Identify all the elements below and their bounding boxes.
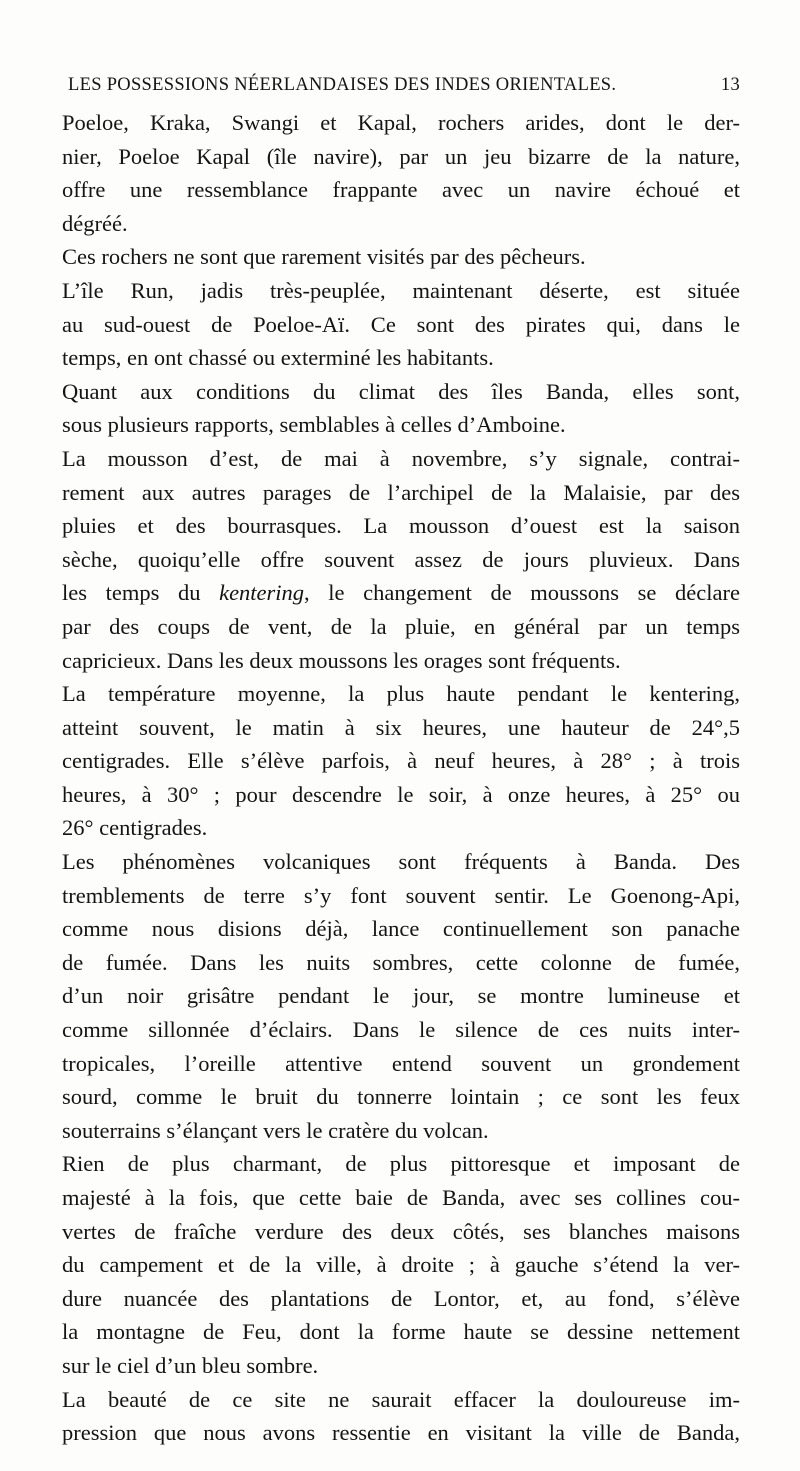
- page-number: 13: [720, 74, 740, 95]
- text-line: [62, 341, 740, 375]
- text-line-content: sur le ciel d’un bleu sombre.: [62, 1352, 319, 1378]
- text-line-content: Poeloe, Kraka, Swangi et Kapal, rochers arides, dont le der-: [62, 110, 740, 135]
- text-line-content: centigrades. Elle s’élève parfois, à neuf heures, à 28° ; à trois: [62, 748, 740, 774]
- text-line-content: du campement et de la ville, à droite ; à gauche s’étend la ver-: [62, 1252, 740, 1278]
- text-line-content: nier, Poeloe Kapal (île navire), par un jeu bizarre de la nature,: [62, 143, 740, 169]
- text-line-content: sous plusieurs rapports, semblables à celles d’Amboine.: [62, 412, 566, 438]
- text-line: [62, 1282, 740, 1316]
- text-line: [62, 509, 740, 543]
- text-line-content: heures, à 30° ; pour descendre le soir, à onze heures, à 25° ou: [62, 781, 740, 807]
- text-line: [62, 1181, 740, 1215]
- text-line: [62, 375, 740, 409]
- text-line-content: rement aux autres parages de l’archipel de la Malaisie, par des: [62, 479, 740, 505]
- text-line: [62, 1047, 740, 1081]
- text-line: [62, 1248, 740, 1282]
- text-line: [62, 711, 740, 745]
- text-line: [62, 879, 740, 913]
- page-header: [68, 70, 740, 100]
- text-line-content: de fumée. Dans les nuits sombres, cette colonne de fumée,: [62, 949, 740, 975]
- text-line-content: temps, en ont chassé ou exterminé les habitants.: [62, 345, 494, 371]
- text-line: [62, 1416, 740, 1450]
- text-line: [62, 1383, 740, 1417]
- text-line: [62, 576, 740, 610]
- text-line-content: dure nuancée des plantations de Lontor, et, au fond, s’élève: [62, 1285, 740, 1311]
- text-line: [62, 543, 740, 577]
- text-line: [62, 946, 740, 980]
- text-line-content: Les phénomènes volcaniques sont fréquents à Banda. Des: [62, 849, 740, 875]
- text-line: [62, 677, 740, 711]
- text-line: [62, 1080, 740, 1114]
- text-line-content: les temps du: [62, 580, 220, 606]
- text-line: [62, 610, 740, 644]
- body-text: [62, 106, 740, 1450]
- text-line-content: Rien de plus charmant, de plus pittoresque et imposant de: [62, 1151, 740, 1177]
- text-line-content: Quant aux conditions du climat des îles Banda, elles sont,: [62, 378, 740, 404]
- text-line-continuation: , le changement de moussons se déclare: [304, 580, 740, 606]
- text-line: [62, 442, 740, 476]
- text-line-content: la montagne de Feu, dont la forme haute se dessine nettement: [62, 1319, 740, 1345]
- text-line: [62, 207, 740, 241]
- italic-term: kentering: [219, 580, 305, 606]
- text-line-content: offre une ressemblance frappante avec un navire échoué et: [62, 177, 740, 203]
- text-line: [62, 308, 740, 342]
- text-line: [62, 744, 740, 778]
- text-line: [62, 1215, 740, 1249]
- text-line: [62, 1315, 740, 1349]
- text-line-content: capricieux. Dans les deux moussons les orages sont fréquents.: [62, 647, 621, 673]
- text-line-content: dégréé.: [62, 210, 128, 236]
- text-line-content: par des coups de vent, de la pluie, en général par un temps: [62, 613, 740, 639]
- text-line: [62, 1349, 740, 1383]
- text-line-content: d’un noir grisâtre pendant le jour, se montre lumineuse et: [62, 983, 740, 1009]
- text-line: [62, 240, 740, 274]
- text-line-content: comme nous disions déjà, lance continuellement son panache: [62, 916, 740, 942]
- text-line: [62, 1147, 740, 1181]
- text-line-content: souterrains s’élançant vers le cratère du volcan.: [62, 1117, 489, 1143]
- text-line-content: La beauté de ce site ne saurait effacer la douloureuse im-: [62, 1386, 740, 1412]
- text-line-content: pluies et des bourrasques. La mousson d’ouest est la saison: [62, 513, 740, 539]
- text-line: [62, 912, 740, 946]
- text-line: [62, 979, 740, 1013]
- text-line: [62, 811, 740, 845]
- text-line: [62, 845, 740, 879]
- text-line-content: majesté à la fois, que cette baie de Banda, avec ses collines cou-: [62, 1185, 740, 1210]
- text-line-content: vertes de fraîche verdure des deux côtés, ses blanches maisons: [62, 1218, 740, 1244]
- text-line: [62, 778, 740, 812]
- text-line: [62, 1013, 740, 1047]
- text-line-content: au sud-ouest de Poeloe-Aï. Ce sont des pirates qui, dans le: [62, 311, 740, 337]
- text-line: [62, 140, 740, 174]
- text-line-content: L’île Run, jadis très-peuplée, maintenant déserte, est située: [62, 277, 740, 303]
- text-line-content: Ces rochers ne sont que rarement visités par des pêcheurs.: [62, 244, 586, 270]
- text-line: [62, 106, 740, 140]
- text-line-content: comme sillonnée d’éclairs. Dans le silence de ces nuits inter-: [62, 1017, 740, 1043]
- text-line-content: tropicales, l’oreille attentive entend souvent un grondement: [62, 1050, 740, 1076]
- text-line-content: La température moyenne, la plus haute pendant le kentering,: [62, 681, 740, 707]
- text-line: [62, 173, 740, 207]
- text-line: [62, 1114, 740, 1148]
- text-line-content: sèche, quoiqu’elle offre souvent assez de jours pluvieux. Dans: [62, 546, 740, 572]
- text-line-content: pression que nous avons ressentie en visitant la ville de Banda,: [62, 1420, 740, 1446]
- text-line-content: sourd, comme le bruit du tonnerre lointain ; ce sont les feux: [62, 1084, 740, 1110]
- text-line: [62, 274, 740, 308]
- text-line: [62, 408, 740, 442]
- text-line: [62, 476, 740, 510]
- running-title: LES POSSESSIONS NÉERLANDAISES DES INDES ORIENTALES.: [68, 74, 617, 95]
- text-line: [62, 644, 740, 678]
- text-line-content: La mousson d’est, de mai à novembre, s’y signale, contrai-: [62, 445, 740, 471]
- text-line-content: 26° centigrades.: [62, 815, 208, 841]
- text-line-content: atteint souvent, le matin à six heures, une hauteur de 24°,5: [62, 714, 740, 740]
- text-line-content: tremblements de terre s’y font souvent sentir. Le Goenong-Api,: [62, 882, 740, 908]
